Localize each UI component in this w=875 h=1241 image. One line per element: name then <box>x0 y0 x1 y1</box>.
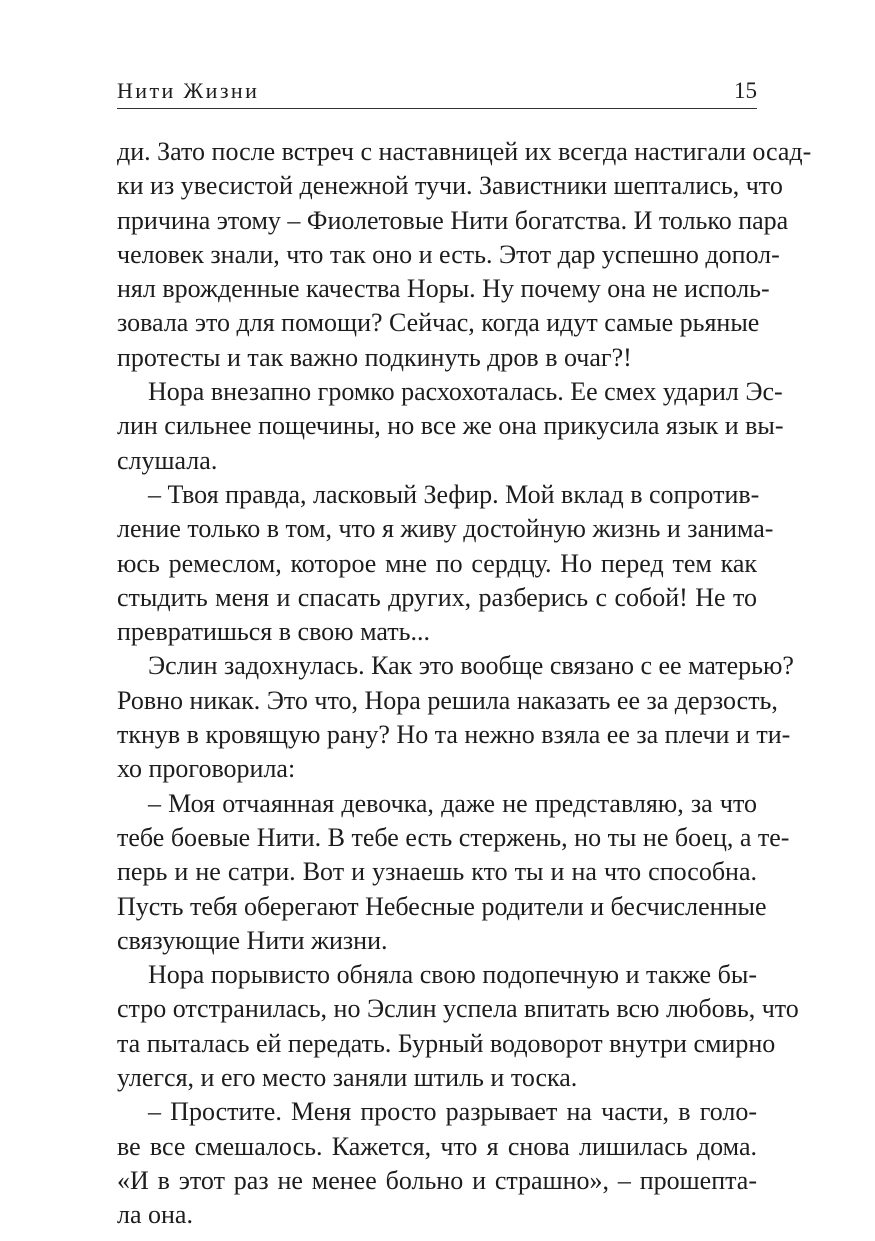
text-line: хо проговорила: <box>117 754 296 784</box>
text-line: человек знали, что так оно и есть. Этот дар успешно допол- <box>117 239 780 269</box>
text-line: – Твоя правда, ласковый Зефир. Мой вклад в сопротив- <box>148 479 760 509</box>
text-line: Пусть тебя оберегают Небесные родители и бесчисленные <box>117 891 767 921</box>
text-line: стыдить меня и спасать других, разберись с собой! Не то <box>117 582 757 612</box>
text-line: та пыталась ей передать. Бурный водоворот внутри смирно <box>117 1028 776 1058</box>
text-line: улегся, и его место заняли штиль и тоска. <box>117 1063 578 1093</box>
text-line: лин сильнее пощечины, но все же она прикусила язык и вы- <box>117 411 784 441</box>
body-text <box>117 135 812 1233</box>
header-rule <box>117 108 757 109</box>
text-line: тебе боевые Нити. В тебе есть стержень, но ты не боец, а те- <box>117 822 790 852</box>
text-line: слушала. <box>117 445 218 475</box>
text-line: – Моя отчаянная девочка, даже не представляю, за что <box>148 788 757 818</box>
text-line: юсь ремеслом, которое мне по сердцу. Но перед тем как <box>117 548 757 578</box>
text-line: стро отстранилась, но Эслин успела впитать всю любовь, что <box>117 994 799 1024</box>
text-line: Нора порывисто обняла свою подопечную и также бы- <box>148 960 757 990</box>
text-line: связующие Нити жизни. <box>117 925 388 955</box>
text-line: – Простите. Меня просто разрывает на части, в голо- <box>148 1097 757 1127</box>
book-title: Нити Жизни <box>117 78 260 103</box>
running-header <box>117 68 757 104</box>
text-line: протесты и так важно подкинуть дров в очаг?! <box>117 342 632 372</box>
paragraph <box>117 787 790 958</box>
paragraph <box>117 478 774 649</box>
paragraph <box>117 649 794 786</box>
text-line: превратишься в свою мать... <box>117 617 430 647</box>
text-line: ткнув в кровящую рану? Но та нежно взяла ее за плечи и ти- <box>117 720 791 750</box>
text-line: ки из увесистой денежной тучи. Завистники шептались, что <box>117 171 783 201</box>
text-line: ление только в том, что я живу достойную жизнь и занима- <box>117 514 774 544</box>
paragraph <box>117 1095 757 1232</box>
paragraph <box>117 375 784 478</box>
text-line: причина этому – Фиолетовые Нити богатства. И только пара <box>117 205 789 235</box>
text-line: ве все смешалось. Кажется, что я снова лишилась дома. <box>117 1131 757 1161</box>
text-line: зовала это для помощи? Сейчас, когда идут самые рьяные <box>117 308 760 338</box>
paragraph <box>117 135 812 375</box>
text-line: перь и не сатри. Вот и узнаешь кто ты и на что способна. <box>117 857 757 887</box>
text-line: ди. Зато после встреч с наставницей их всегда настигали осад- <box>117 137 812 166</box>
text-line: Нора внезапно громко расхохоталась. Ее смех ударил Эс- <box>148 377 783 407</box>
text-line: Ровно никак. Это что, Нора решила наказать ее за дерзость, <box>117 685 778 715</box>
text-line: «И в этот раз не менее больно и страшно», – прошепта- <box>117 1165 757 1195</box>
text-line: ла она. <box>117 1200 193 1230</box>
text-line: нял врожденные качества Норы. Ну почему она не исполь- <box>117 274 770 304</box>
paragraph <box>117 958 799 1095</box>
text-line: Эслин задохнулась. Как это вообще связано с ее матерью? <box>148 651 794 681</box>
page-number: 15 <box>734 78 757 103</box>
